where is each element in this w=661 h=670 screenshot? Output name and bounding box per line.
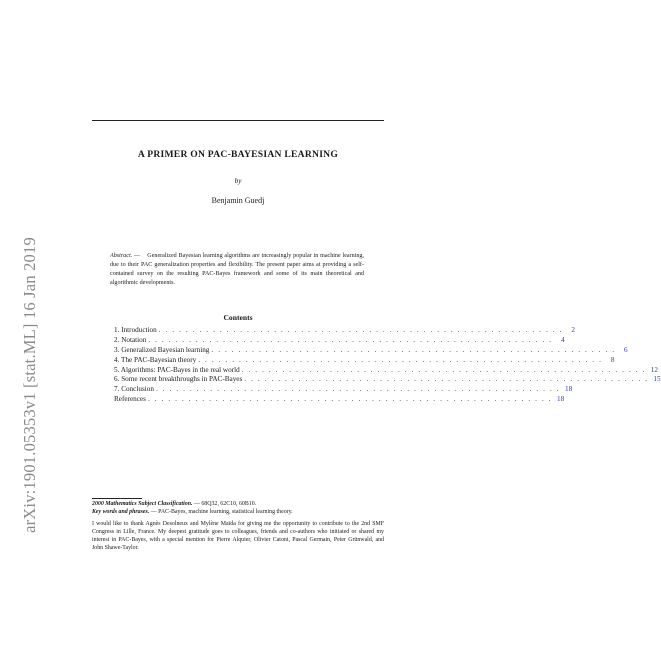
toc-entry[interactable] xyxy=(114,375,661,385)
paper-title: A PRIMER ON PAC-BAYESIAN LEARNING xyxy=(137,149,339,160)
toc-page-link[interactable]: 18 xyxy=(564,385,573,394)
footnote-rule xyxy=(92,498,142,499)
toc-page-link[interactable]: 18 xyxy=(556,395,565,404)
toc-dot-leader: . . . . . . . . . . . . . . . . . . . . . . . . . . . . . . . . . . . . . . . . . . . . . . . . . . . . . . . . . . . . xyxy=(198,355,603,364)
contents-heading: Contents xyxy=(223,313,253,322)
toc-dot-leader: . . . . . . . . . . . . . . . . . . . . . . . . . . . . . . . . . . . . . . . . . . . . . . . . . . . . . . . . . . . . xyxy=(147,395,553,404)
toc-entry-label: 7. Conclusion xyxy=(114,385,154,394)
toc-entry-label: 6. Some recent breakthroughs in PAC-Bayes xyxy=(114,375,243,384)
toc-page-link[interactable]: 8 xyxy=(610,355,615,364)
toc-entry-label: 5. Algorithms: PAC-Bayes in the real world xyxy=(114,365,240,374)
toc-dot-leader: . . . . . . . . . . . . . . . . . . . . . . . . . . . . . . . . . . . . . . . . . . . . . . . . . . . . . . . . . . . . xyxy=(211,345,616,354)
toc-dot-leader: . . . . . . . . . . . . . . . . . . . . . . . . . . . . . . . . . . . . . . . . . . . . . . . . . . . . . . . . . . . . xyxy=(148,335,553,344)
toc-page-link[interactable]: 4 xyxy=(560,335,565,344)
toc-entry[interactable] xyxy=(114,326,575,336)
toc-dot-leader: . . . . . . . . . . . . . . . . . . . . . . . . . . . . . . . . . . . . . . . . . . . . . . . . . . . . . . . . . . . . xyxy=(241,365,646,374)
toc-page-link[interactable]: 6 xyxy=(624,345,628,354)
abstract-lead: Abstract. xyxy=(110,253,133,259)
toc-dot-leader: . . . . . . . . . . . . . . . . . . . . . . . . . . . . . . . . . . . . . . . . . . . . . . . . . . . . . . . . . . . . xyxy=(244,375,649,384)
toc-dot-leader: . . . . . . . . . . . . . . . . . . . . . . . . . . . . . . . . . . . . . . . . . . . . . . . . . . . . . . . . . . . . xyxy=(155,385,561,394)
keywords-key: Key words and phrases. xyxy=(92,509,150,516)
toc-entry[interactable] xyxy=(114,355,615,366)
toc-dot-leader: . . . . . . . . . . . . . . . . . . . . . . . . . . . . . . . . . . . . . . . . . . . . . . . . . . . . . . . . . . . . xyxy=(158,326,563,334)
toc-entry[interactable] xyxy=(114,335,565,346)
toc-entry-label: References xyxy=(114,395,146,404)
toc-entry[interactable] xyxy=(114,395,565,405)
keywords-value: — PAC-Bayes, machine learning, statistical learning theory. xyxy=(149,509,293,516)
toc-page-link[interactable]: 2 xyxy=(571,326,575,334)
abstract xyxy=(110,252,364,288)
arxiv-side-stamp: arXiv:1901.05353v1 [stat.ML] 16 Jan 2019 xyxy=(20,237,39,533)
keywords-footnote xyxy=(92,508,384,516)
toc-entry-label: 3. Generalized Bayesian learning xyxy=(114,345,210,354)
author-name: Benjamin Guedj xyxy=(211,196,265,205)
table-of-contents xyxy=(114,326,661,405)
abstract-dash: — xyxy=(132,253,141,259)
msc-key: 2000 Mathematics Subject Classification. xyxy=(92,501,193,507)
toc-page-link[interactable]: 12 xyxy=(650,365,658,374)
toc-page-link[interactable]: 15 xyxy=(653,375,661,384)
toc-entry[interactable] xyxy=(114,345,628,356)
abstract-body: Generalized Bayesian learning algorithms are increasingly popular in machine learning, due to their PAC generalization properties and flexibility. The present paper aims at providing a self-contained survey on the resulting PAC-Bayes framework and some of its main theoretical and algorithmic developments. xyxy=(110,253,365,286)
msc-value: — 68Q32, 62C10, 60B10. xyxy=(192,501,257,507)
toc-entry-label: 2. Notation xyxy=(114,335,147,344)
by-line: by xyxy=(234,177,242,185)
msc-footnote xyxy=(92,500,384,508)
toc-entry[interactable] xyxy=(114,365,658,376)
toc-entry-label: 1. Introduction xyxy=(114,326,157,334)
footnotes xyxy=(92,500,384,516)
acknowledgement: I would like to thank Agnès Desolneux and Mylène Maïda for giving me the opportunity to contribute to the 2nd SMF Congress in Lille, France. My deepest gratitude goes to colleagues, friends and co-authors who initiated or shared my interest in PAC-Bayes, with a special mention for Pierre Alquier, Olivier Catoni, Pascal Germain, Peter Grünwald, and John Shawe-Taylor. xyxy=(92,521,384,552)
toc-entry-label: 4. The PAC-Bayesian theory xyxy=(114,355,197,364)
toc-entry[interactable] xyxy=(114,385,573,395)
top-rule xyxy=(92,120,384,121)
